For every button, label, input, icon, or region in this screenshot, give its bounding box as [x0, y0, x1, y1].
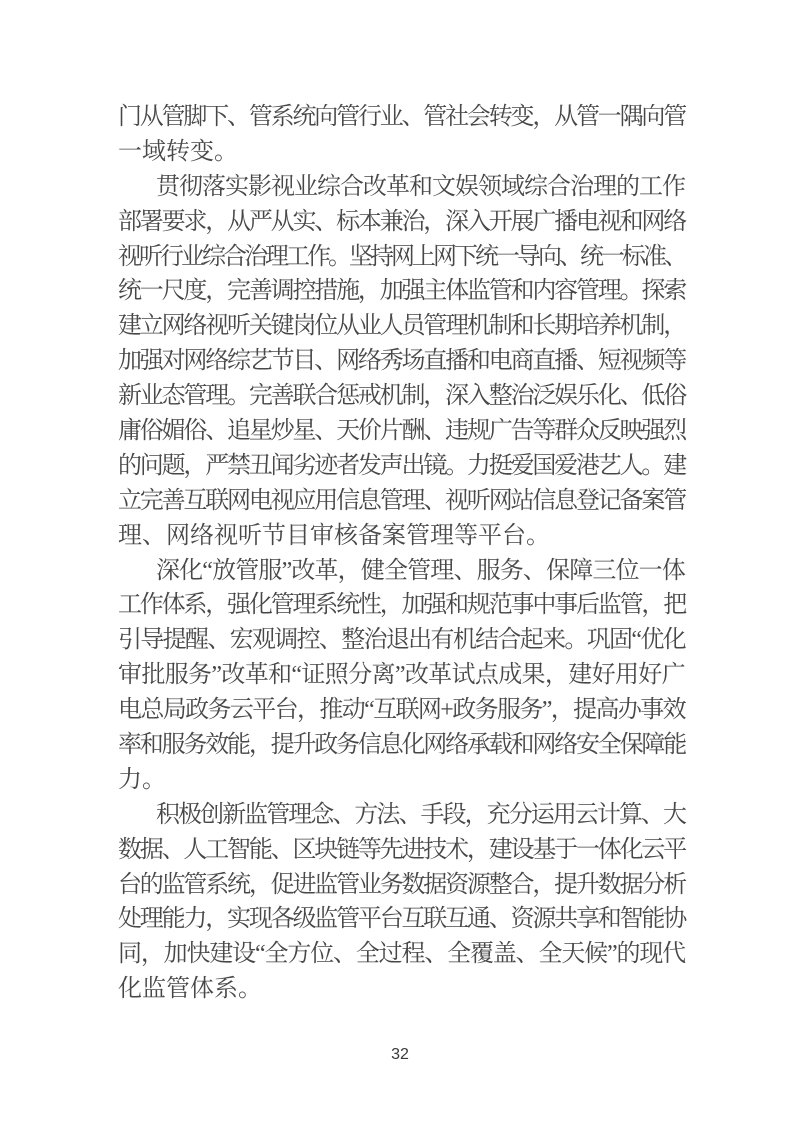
- text-line-content: 理、网络视听节目审核备案管理等平台。: [118, 522, 550, 549]
- text-line-content: 工作体系，强化管理系统性，加强和规范事中事后监管，把: [118, 592, 685, 619]
- text-line: [118, 274, 685, 309]
- text-line-content: 审批服务”改革和“证照分离”改革试点成果，建好用好广: [118, 662, 685, 689]
- text-line-content: 统一尺度，完善调控措施，加强主体监管和内容管理。探索: [118, 278, 685, 305]
- text-line: [118, 554, 685, 589]
- text-line: [118, 937, 685, 972]
- text-line-content: 处理能力，实现各级监管平台互联互通、资源共享和智能协: [118, 906, 685, 933]
- text-line-content: 一域转变。: [118, 138, 238, 165]
- text-line-content: 电总局政务云平台，推动“互联网+政务服务”，提高办事效: [118, 697, 685, 724]
- text-line-content: 的问题，严禁丑闻劣迹者发声出镜。力挺爱国爱港艺人。建: [118, 452, 685, 479]
- text-line-content: 同，加快建设“全方位、全过程、全覆盖、全天候”的现代: [118, 941, 685, 968]
- text-line: [118, 763, 685, 798]
- text-line-content: 引导提醒、宏观调控、整治退出有机结合起来。巩固“优化: [118, 627, 685, 654]
- text-line: [118, 588, 685, 623]
- document-text: [118, 100, 685, 1007]
- text-line-content: 力。: [118, 766, 166, 793]
- text-line-content: 建立网络视听关键岗位从业人员管理机制和长期培养机制，: [118, 313, 685, 340]
- text-line-content: 庸俗媚俗、追星炒星、天价片酬、违规广告等群众反映强烈: [118, 418, 685, 445]
- text-line: [118, 344, 685, 379]
- text-line: [118, 693, 685, 728]
- text-line-content: 贯彻落实影视业综合改革和文娱领域综合治理的工作: [156, 173, 685, 200]
- text-line: [118, 240, 685, 275]
- text-line: [118, 379, 685, 414]
- text-line: [118, 484, 685, 519]
- text-line-content: 部署要求，从严从实、标本兼治，深入开展广播电视和网络: [118, 208, 685, 235]
- text-line-content: 门从管脚下、管系统向管行业、管社会转变，从管一隅向管: [118, 104, 685, 130]
- text-line: [118, 972, 685, 1007]
- text-line-content: 台的监管系统，促进监管业务数据资源整合，提升数据分析: [118, 871, 685, 898]
- text-line: [118, 309, 685, 344]
- text-line: [118, 449, 685, 484]
- text-line-content: 数据、人工智能、区块链等先进技术，建设基于一体化云平: [118, 836, 685, 863]
- text-line: [118, 519, 685, 554]
- text-line: [118, 205, 685, 240]
- text-line: [118, 135, 685, 170]
- text-line-content: 立完善互联网电视应用信息管理、视听网站信息登记备案管: [118, 487, 685, 514]
- text-line: [118, 623, 685, 658]
- text-line-content: 视听行业综合治理工作。坚持网上网下统一导向、统一标准、: [118, 243, 685, 270]
- text-line-content: 新业态管理。完善联合惩戒机制，深入整治泛娱乐化、低俗: [118, 383, 685, 410]
- text-line: [118, 833, 685, 868]
- page-number: 32: [391, 1046, 409, 1063]
- text-line: [118, 728, 685, 763]
- text-line-content: 加强对网络综艺节目、网络秀场直播和电商直播、短视频等: [118, 348, 685, 375]
- text-line: [118, 100, 685, 135]
- text-line-content: 积极创新监管理念、方法、手段，充分运用云计算、大: [156, 801, 685, 828]
- text-line: [118, 798, 685, 833]
- text-line-content: 化监管体系。: [118, 976, 262, 1003]
- text-line-content: 率和服务效能，提升政务信息化网络承载和网络安全保障能: [118, 732, 685, 759]
- text-line: [118, 658, 685, 693]
- text-line: [118, 414, 685, 449]
- text-line: [118, 170, 685, 205]
- text-line-content: 深化“放管服”改革，健全管理、服务、保障三位一体: [156, 557, 685, 584]
- text-line: [118, 868, 685, 903]
- text-line: [118, 902, 685, 937]
